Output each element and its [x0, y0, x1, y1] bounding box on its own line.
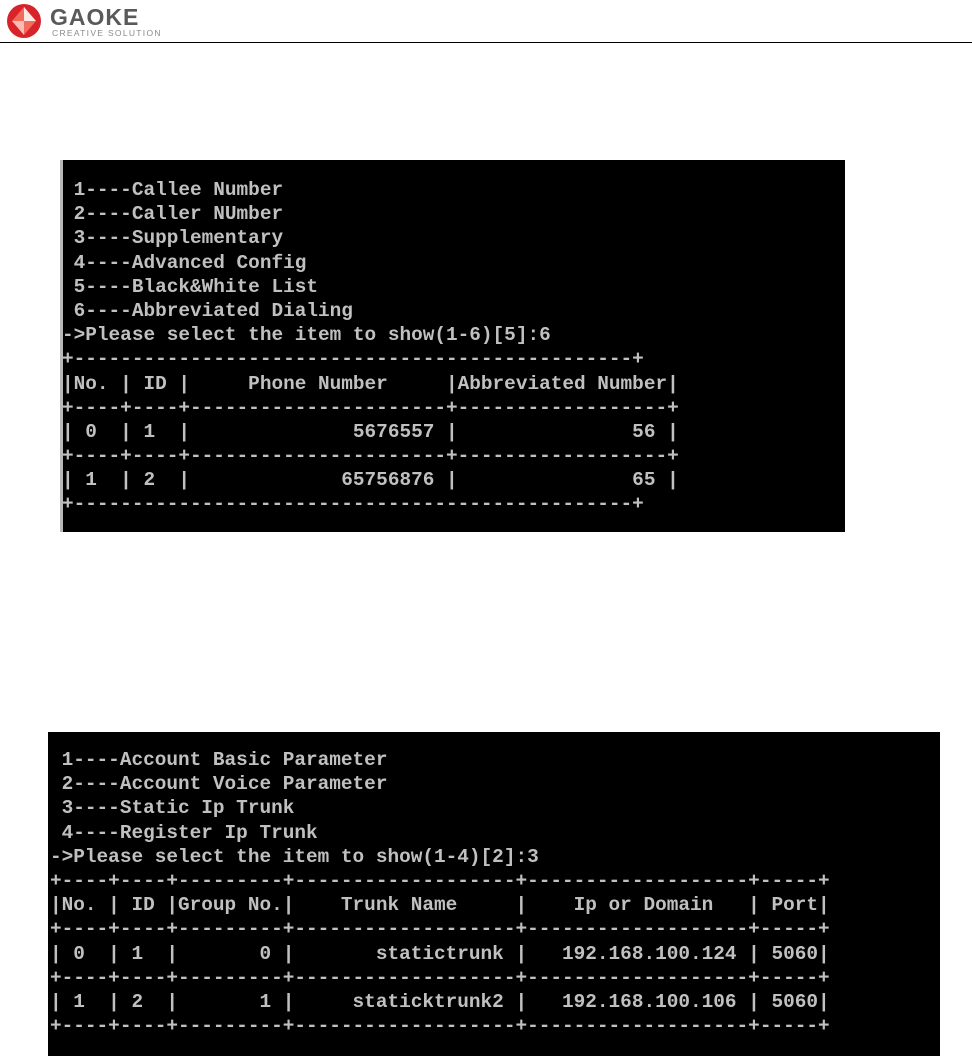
page-header	[0, 0, 972, 44]
console-line: 3----Static Ip Trunk	[50, 797, 295, 820]
console-line: 4----Register Ip Trunk	[50, 821, 318, 844]
console-prompt: ->Please select the item to show(1-4)[2]:3	[50, 845, 539, 868]
console-line: 2----Account Voice Parameter	[50, 773, 388, 796]
table-border: +----+----+----------------------+------------------+	[62, 445, 679, 468]
table-header-row: |No. | ID | Phone Number |Abbreviated Number|	[62, 372, 679, 395]
header-divider	[0, 42, 972, 43]
gaoke-logo-icon	[6, 3, 42, 39]
table-border: +----+----+---------+-------------------+-------------------+-----+	[50, 1015, 830, 1038]
table-row: | 1 | 2 | 65756876 | 65 |	[62, 469, 679, 492]
console-line: 5----Black&White List	[62, 275, 318, 298]
table-border: +----+----+----------------------+------------------+	[62, 396, 679, 419]
table-header-row: |No. | ID |Group No.| Trunk Name | Ip or Domain | Port|	[50, 894, 830, 917]
table-border: +------------------------------------------------+	[62, 493, 644, 516]
console-output	[62, 178, 679, 517]
table-border: +------------------------------------------------+	[62, 348, 644, 371]
console-prompt: ->Please select the item to show(1-6)[5]:6	[62, 324, 551, 347]
brand-name: GAOKE	[50, 4, 140, 30]
console-abbreviated-dialing	[60, 160, 845, 532]
table-row: | 0 | 1 | 0 | statictrunk | 192.168.100.124 | 5060|	[50, 942, 830, 965]
console-static-ip-trunk	[48, 732, 940, 1056]
console-line: 3----Supplementary	[62, 227, 284, 250]
console-output	[50, 748, 830, 1038]
console-line: 2----Caller NUmber	[62, 203, 284, 226]
brand-tagline: CREATIVE SOLUTION	[52, 28, 162, 38]
console-line: 1----Account Basic Parameter	[50, 749, 388, 771]
table-row: | 1 | 2 | 1 | staticktrunk2 | 192.168.100.106 | 5060|	[50, 990, 830, 1013]
console-line: 1----Callee Number	[62, 179, 284, 201]
table-border: +----+----+---------+-------------------+-------------------+-----+	[50, 966, 830, 989]
console-line: 6----Abbreviated Dialing	[62, 299, 353, 322]
table-border: +----+----+---------+-------------------+-------------------+-----+	[50, 869, 830, 892]
console-line: 4----Advanced Config	[62, 251, 307, 274]
table-row: | 0 | 1 | 5676557 | 56 |	[62, 420, 679, 443]
table-border: +----+----+---------+-------------------+-------------------+-----+	[50, 918, 830, 941]
